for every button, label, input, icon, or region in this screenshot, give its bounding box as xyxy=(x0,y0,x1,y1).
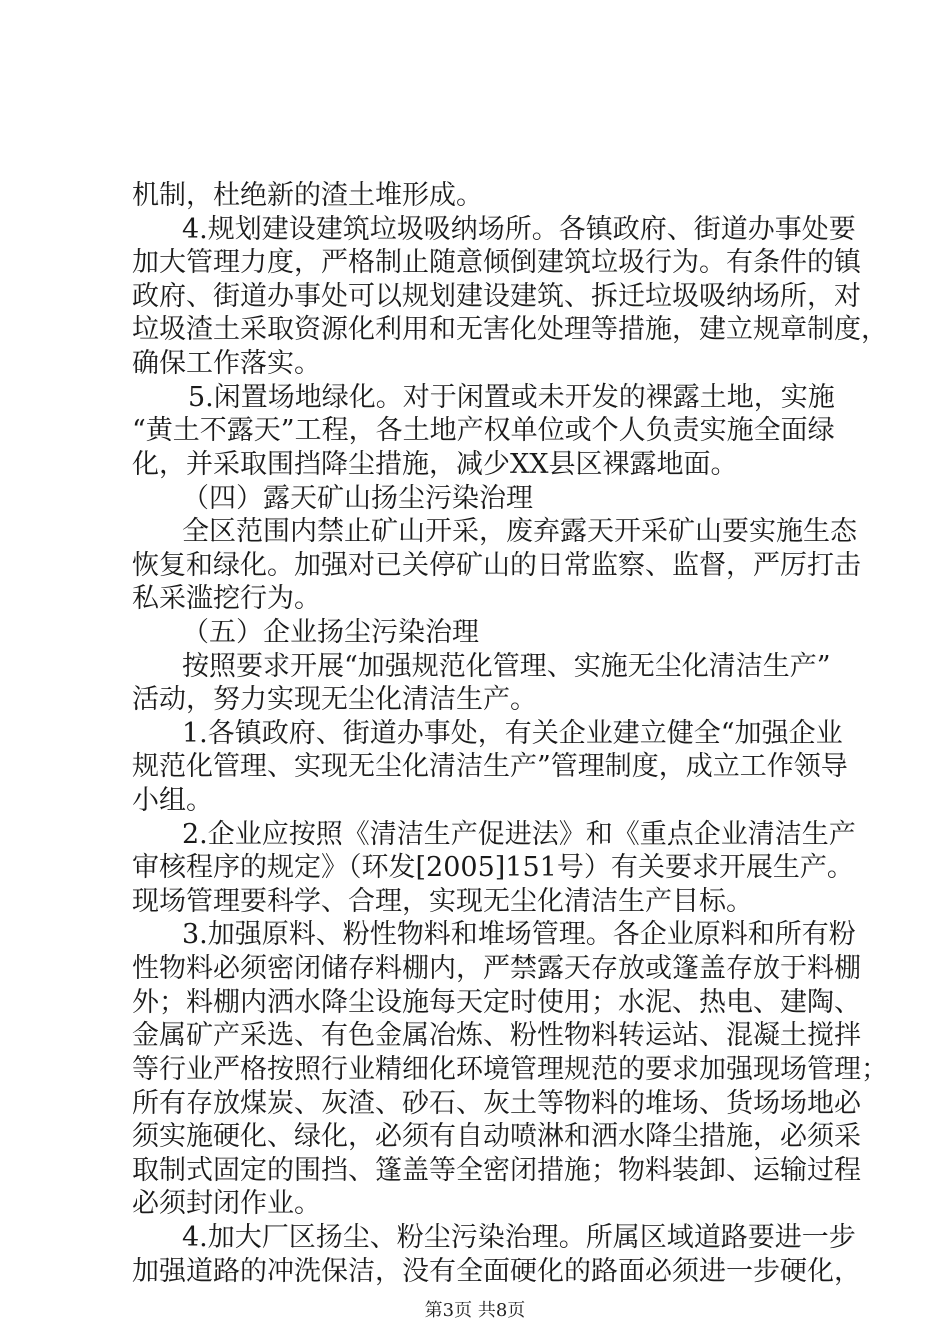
text-line: 外；料棚内洒水降尘设施每天定时使用；水泥、热电、建陶、 xyxy=(132,987,861,1018)
text-line: 4.规划建设建筑垃圾吸纳场所。各镇政府、街道办事处要 xyxy=(182,214,856,245)
text-line: 性物料必须密闭储存料棚内，严禁露天存放或篷盖存放于料棚 xyxy=(132,953,861,984)
section-heading: （五）企业扬尘污染治理 xyxy=(182,617,479,648)
text-line: 2.企业应按照《清洁生产促进法》和《重点企业清洁生产 xyxy=(182,819,856,850)
text-line: 活动，努力实现无尘化清洁生产。 xyxy=(132,684,537,715)
text-line: 4.加大厂区扬尘、粉尘污染治理。所属区域道路要进一步 xyxy=(182,1222,856,1253)
text-line: 审核程序的规定》（环发[2005]151号）有关要求开展生产。 xyxy=(132,852,854,883)
text-line: 加大管理力度，严格制止随意倾倒建筑垃圾行为。有条件的镇 xyxy=(132,247,861,278)
text-line: 3.加强原料、粉性物料和堆场管理。各企业原料和所有粉 xyxy=(182,919,856,950)
text-line: 恢复和绿化。加强对已关停矿山的日常监察、监督，严厉打击 xyxy=(132,550,861,581)
text-line: 垃圾渣土采取资源化利用和无害化处理等措施，建立规章制度， xyxy=(132,314,888,345)
text-line: 必须封闭作业。 xyxy=(132,1188,321,1219)
text-line: 金属矿产采选、有色金属冶炼、粉性物料转运站、混凝土搅拌 xyxy=(132,1020,861,1051)
text-line: 5.闲置场地绿化。对于闲置或未开发的裸露土地，实施 xyxy=(188,382,835,413)
text-line: 所有存放煤炭、灰渣、砂石、灰土等物料的堆场、货场场地必 xyxy=(132,1088,861,1119)
text-line: 确保工作落实。 xyxy=(132,348,321,379)
text-line: 小组。 xyxy=(132,785,213,816)
page-number-footer: 第3页 共8页 xyxy=(424,1300,526,1321)
text-line: 1.各镇政府、街道办事处，有关企业建立健全“加强企业 xyxy=(182,718,843,749)
text-line: 政府、街道办事处可以规划建设建筑、拆迁垃圾吸纳场所，对 xyxy=(132,281,861,312)
text-line: 现场管理要科学、合理，实现无尘化清洁生产目标。 xyxy=(132,886,753,917)
text-line: 化，并采取围挡降尘措施，减少XX县区裸露地面。 xyxy=(132,449,738,480)
text-line: “黄土不露天”工程，各土地产权单位或个人负责实施全面绿 xyxy=(132,415,835,446)
text-line: 等行业严格按照行业精细化环境管理规范的要求加强现场管理； xyxy=(132,1054,888,1085)
text-line: 须实施硬化、绿化，必须有自动喷淋和洒水降尘措施，必须采 xyxy=(132,1121,861,1152)
text-line: 私采滥挖行为。 xyxy=(132,583,321,614)
text-line: 加强道路的冲洗保洁，没有全面硬化的路面必须进一步硬化， xyxy=(132,1256,861,1287)
text-line: 按照要求开展“加强规范化管理、实施无尘化清洁生产” xyxy=(182,651,831,682)
text-line: 全区范围内禁止矿山开采，废弃露天开采矿山要实施生态 xyxy=(182,516,857,547)
section-heading: （四）露天矿山扬尘污染治理 xyxy=(182,483,533,514)
text-line: 取制式固定的围挡、篷盖等全密闭措施；物料装卸、运输过程 xyxy=(132,1155,861,1186)
text-line: 机制，杜绝新的渣土堆形成。 xyxy=(132,180,483,211)
text-line: 规范化管理、实现无尘化清洁生产”管理制度，成立工作领导 xyxy=(132,751,848,782)
